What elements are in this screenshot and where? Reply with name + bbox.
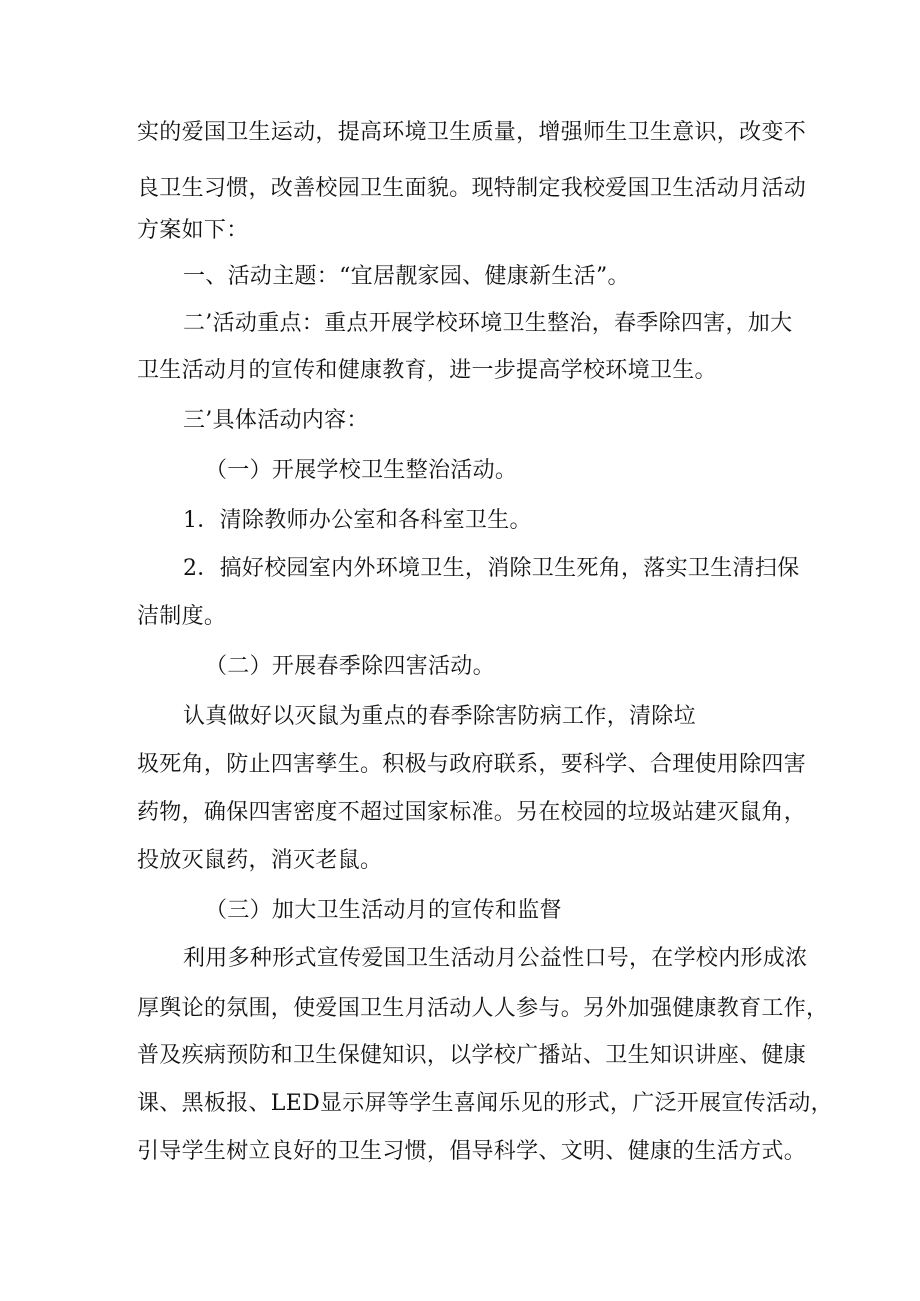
text-line: 课、黑板报、LED显示屏等学生喜闻乐见的形式，广泛开展宣传活动， [137, 1091, 833, 1116]
text-line: 1．清除教师办公室和各科室卫生。 [183, 508, 532, 533]
text-line: 洁制度。 [137, 604, 227, 629]
text-line: 一、活动主题：“宜居靓家园、健康新生活”。 [183, 264, 630, 289]
text-line: 厚舆论的氛围，使爱国卫生月活动人人参与。另外加强健康教育工作， [137, 996, 829, 1021]
text-line: 普及疾病预防和卫生保健知识，以学校广播站、卫生知识讲座、健康 [137, 1043, 807, 1068]
text-line: 引导学生树立良好的卫生习惯，倡导科学、文明、健康的生活方式。 [137, 1139, 807, 1164]
text-line: 圾死角，防止四害孳生。积极与政府联系，要科学、合理使用除四害 [137, 752, 807, 777]
text-line: 投放灭鼠药，消灭老鼠。 [137, 848, 383, 873]
text-line: （二）开展春季除四害活动。 [205, 654, 495, 679]
text-line: 2．搞好校园室内外环境卫生，消除卫生死角，落实卫生清扫保 [183, 556, 800, 581]
text-line: 认真做好以灭鼠为重点的春季除害防病工作，清除垃 [183, 704, 696, 729]
text-line: （三）加大卫生活动月的宣传和监督 [205, 898, 562, 923]
text-line: 药物，确保四害密度不超过国家标准。另在校园的垃圾站建灭鼠角， [137, 800, 807, 825]
text-line: 实的爱国卫生运动，提高环境卫生质量，增强师生卫生意识，改变不 [137, 120, 807, 145]
text-line: 利用多种形式宣传爱国卫生活动月公益性口号，在学校内形成浓 [183, 946, 808, 971]
text-line: （一）开展学校卫生整治活动。 [205, 458, 518, 483]
text-line: 方案如下： [137, 218, 249, 243]
text-line: 卫生活动月的宣传和健康教育，进一步提高学校环境卫生。 [137, 358, 717, 383]
text-line: 三’具体活动内容： [183, 408, 369, 433]
text-line: 二’活动重点：重点开展学校环境卫生整治，春季除四害，加大 [183, 311, 793, 336]
text-line: 良卫生习惯，改善校园卫生面貌。现特制定我校爱国卫生活动月活动 [137, 176, 807, 201]
